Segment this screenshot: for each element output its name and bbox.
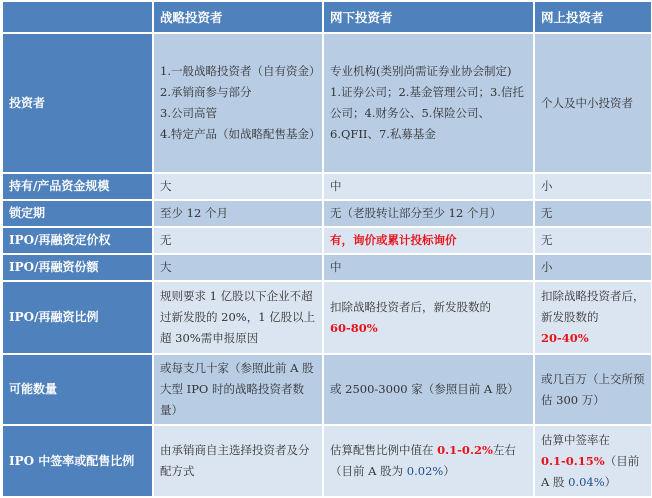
cell-text: 1.一般战略投资者（自有资金）: [160, 64, 321, 78]
header-offline-investors: 网下投资者: [323, 1, 534, 33]
highlight-text: 0.1-0.15%: [541, 453, 605, 468]
cell-text: 1.证券公司；2.基金管理公司；3.信托公司；4.财务公、5.保险公司、6.QFII、7.私募基金: [330, 85, 524, 141]
table-cell: [534, 173, 652, 200]
row-header: IPO/再融资份额: [2, 254, 153, 281]
cell-text: 扣除战略投资者后，新发股数的: [541, 289, 645, 324]
cell-text: 估算中签率在: [541, 432, 610, 447]
cell-line: [160, 203, 316, 224]
cell-line: [541, 93, 645, 114]
table-cell: [534, 227, 652, 254]
table-cell: [153, 425, 323, 497]
table-cell: [323, 173, 534, 200]
cell-text: 扣除战略投资者后，新发股数的: [330, 299, 491, 314]
cell-line: [541, 430, 645, 451]
cell-line: [160, 230, 316, 251]
row-header: 可能数量: [2, 354, 153, 425]
cell-line: [541, 369, 645, 411]
row-header: IPO/再融资定价权: [2, 227, 153, 254]
cell-line: [541, 257, 645, 278]
cell-line: [330, 440, 527, 482]
cell-line: [160, 257, 316, 278]
cell-text: 无: [541, 233, 553, 247]
cell-line: [330, 82, 527, 145]
investor-comparison-table: [1, 0, 652, 498]
table-cell: [153, 254, 323, 281]
header-strategic-investors: 战略投资者: [153, 1, 323, 33]
cell-text: 规则要求 1 亿股以下企业不超过新发股的 20%，1 亿股以上超 30%需申报原因: [160, 289, 316, 345]
table-cell: [534, 354, 652, 425]
highlight-text: 60-80%: [330, 320, 378, 335]
cell-line: [160, 440, 316, 482]
table-cell: [534, 425, 652, 497]
cell-text: 2.承销商参与部分: [160, 85, 252, 99]
cell-text: 0.02%: [406, 464, 444, 478]
table-row: [2, 354, 652, 425]
highlight-text: 有，询价或累计投标询价: [330, 233, 457, 247]
cell-line: [160, 286, 316, 349]
table-cell: [323, 254, 534, 281]
table-cell: [153, 200, 323, 227]
cell-text: 0.04%: [568, 474, 605, 489]
table-cell: [323, 227, 534, 254]
cell-text: 3.公司高管: [160, 106, 217, 120]
table-row: [2, 200, 652, 227]
cell-text: 4.特定产品（如战略配售基金）: [160, 127, 321, 141]
cell-text: 由承销商自主选择投资者及分配方式: [160, 443, 310, 478]
cell-line: [330, 318, 527, 339]
cell-line: [160, 124, 321, 145]
cell-line: [541, 328, 645, 349]
table-row: [2, 425, 652, 497]
table-row: [2, 173, 652, 200]
cell-line: [160, 103, 316, 124]
cell-text: 中: [330, 179, 342, 193]
cell-line: [330, 230, 527, 251]
cell-line: [330, 297, 527, 318]
cell-line: [541, 451, 645, 493]
cell-text: 中: [330, 260, 342, 274]
cell-text: 或每支几十家（参照此前 A 股大型 IPO 时的战略投资者数量）: [160, 361, 314, 417]
table-cell: [153, 281, 323, 354]
table-cell: [153, 354, 323, 425]
cell-line: [330, 257, 527, 278]
cell-text: 左右（目前 A 股为: [330, 443, 516, 478]
header-row: [2, 1, 652, 33]
cell-text: 小: [541, 179, 553, 193]
table-row: [2, 33, 652, 173]
cell-text: 专业机构(类别尚需证券业协会制定): [330, 64, 512, 78]
cell-text: 无: [541, 206, 553, 220]
table-row: [2, 281, 652, 354]
row-header: 锁定期: [2, 200, 153, 227]
cell-text: 大: [160, 179, 172, 193]
table-cell: [323, 425, 534, 497]
row-header: IPO 中签率或配售比例: [2, 425, 153, 497]
table-row: [2, 227, 652, 254]
table-cell: [153, 173, 323, 200]
table-cell: [323, 200, 534, 227]
cell-line: [541, 203, 645, 224]
table-cell: [534, 281, 652, 354]
table-cell: [534, 254, 652, 281]
cell-text: 无（老股转让部分至少 12 个月）: [330, 206, 502, 220]
cell-line: [330, 176, 527, 197]
cell-line: [541, 286, 645, 328]
cell-text: ）: [604, 474, 617, 489]
table-cell: [323, 354, 534, 425]
cell-line: [330, 61, 527, 82]
cell-line: [330, 203, 527, 224]
cell-line: [541, 230, 645, 251]
cell-line: [160, 61, 321, 82]
cell-line: [160, 358, 316, 421]
row-header: IPO/再融资比例: [2, 281, 153, 354]
row-header: 投资者: [2, 33, 153, 173]
table-cell: [153, 227, 323, 254]
cell-text: （目前 A 股: [541, 453, 640, 489]
cell-text: ）: [443, 464, 455, 478]
cell-text: 大: [160, 260, 172, 274]
cell-line: [160, 176, 316, 197]
header-corner: [2, 1, 153, 33]
table-cell: [534, 33, 652, 173]
table-row: [2, 254, 652, 281]
cell-text: 估算配售比例中值在: [330, 443, 438, 457]
table-cell: [534, 200, 652, 227]
table-cell: [323, 281, 534, 354]
table-cell: [153, 33, 323, 173]
cell-line: [330, 379, 527, 400]
header-online-investors: 网上投资者: [534, 1, 652, 33]
cell-text: 个人及中小投资者: [541, 95, 633, 110]
cell-line: [541, 176, 645, 197]
highlight-text: 0.1-0.2%: [437, 443, 493, 457]
table-cell: [323, 33, 534, 173]
cell-text: 无: [160, 233, 172, 247]
cell-text: 或 2500-3000 家（参照目前 A 股）: [330, 382, 519, 396]
cell-text: 至少 12 个月: [160, 206, 228, 220]
highlight-text: 20-40%: [541, 331, 589, 345]
cell-text: 小: [541, 260, 553, 274]
row-header: 持有/产品资金规模: [2, 173, 153, 200]
cell-text: 或几百万（上交所预估 300 万）: [541, 371, 645, 407]
cell-line: [160, 82, 316, 103]
